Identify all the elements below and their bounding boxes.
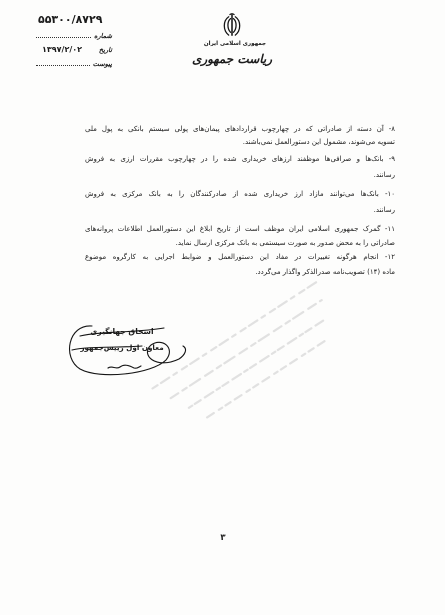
clause-12-line-1: ۱۲- انجام هرگونه تغییرات در مفاد این دستورالعمل و ضوابط اجرایی به کارگروه موضوع	[85, 253, 395, 261]
page-number: ۳	[220, 533, 226, 543]
iran-emblem-icon	[221, 12, 243, 38]
attachment-label: پیوست	[92, 60, 112, 68]
clause-12-line-2: ماده (۱۴) تصویب‌نامه صدرالذکر واگذار می‌گردد.	[255, 268, 395, 276]
clause-11-line-1: ۱۱- گمرک جمهوری اسلامی ایران موظف است از تاریخ ابلاغ این دستورالعمل اطلاعات پروانه‌های	[85, 225, 395, 233]
signatory-name: اسحاق جهانگیری	[90, 327, 154, 336]
letter-date: ۱۳۹۷/۲/۰۲	[42, 45, 83, 54]
signatory-title: معاون اول رییس‌جمهور	[80, 343, 164, 352]
date-row	[36, 43, 112, 54]
clause-10-line-2: رسانند.	[373, 206, 395, 214]
letterhead-office: ریاست جمهوری	[191, 52, 273, 66]
clause-9-line-2: رسانند.	[373, 171, 395, 179]
date-label: تاریخ	[98, 46, 112, 54]
clause-10-line-1: ۱۰- بانک‌ها می‌توانند مازاد ارز خریداری شده از صادرکنندگان را به بانک مرکزی به فروش	[85, 190, 395, 198]
clause-11-line-2: صادراتی را به محض صدور به صورت سیستمی به بانک مرکزی ارسال نماید.	[175, 239, 395, 247]
attachment-leader	[36, 65, 90, 66]
number-label: شماره	[94, 32, 112, 40]
letter-number: ۵۵۳۰۰/۸۷۲۹	[38, 13, 103, 26]
attachment-row	[36, 57, 112, 68]
clause-8-line-2: تسویه می‌شوند، مشمول این دستورالعمل نمی‌باشند.	[242, 138, 395, 146]
clause-8-line-1: ۸- آن دسته از صادراتی که در چهارچوب قراردادهای پیمان‌های پولی سیستم بانکی به پول ملی	[85, 125, 395, 133]
number-leader	[36, 37, 91, 38]
clause-9-line-1: ۹- بانک‌ها و صرافی‌ها موظفند ارزهای خریداری شده را در چهارچوب مقررات ارزی به فروش	[85, 155, 395, 163]
handwritten-signature	[58, 306, 192, 388]
number-row	[36, 29, 112, 40]
letterhead-country: جمهوری اسلامی ایران	[203, 41, 267, 47]
